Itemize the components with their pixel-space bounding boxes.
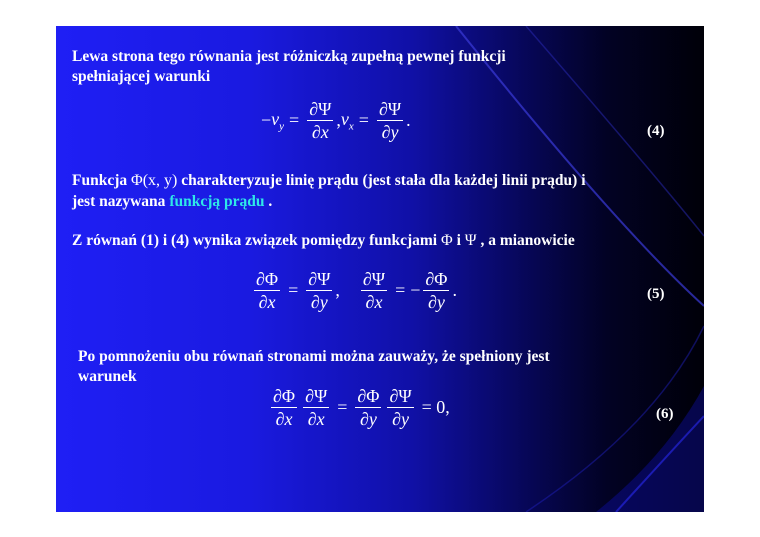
equation-number-6: (6)	[656, 406, 674, 422]
eq6-equals: =	[337, 397, 348, 417]
eq4-period: .	[406, 110, 411, 130]
equation-number-5: (5)	[647, 286, 665, 302]
equation-5	[251, 269, 457, 312]
paragraph-1-line-1: Lewa strona tego równania jest różniczką zupełną pewnej funkcji	[72, 48, 506, 65]
equation-4	[261, 99, 411, 142]
paragraph-2-line-1: Funkcja Φ(x, y) charakteryzuje linię prądu (jest stała dla każdej linii prądu) i	[72, 172, 586, 189]
phi-symbol: Φ	[440, 232, 453, 249]
eq5-frac-dphi-dx: $\frac{\partial\Phi}{\partial x}$	[256, 269, 279, 312]
eq5-minus: −	[410, 280, 421, 300]
paragraph-4-line-1: Po pomnożeniu obu równań stronami można zauważy, że spełniony jest	[78, 348, 550, 365]
eq5-frac-dpsi-dx: $\frac{\partial\Psi}{\partial x}$	[362, 269, 386, 312]
eq6-frac-dphi-dy: $\frac{\partial\Phi}{\partial y}$	[357, 386, 380, 429]
slide	[56, 26, 704, 512]
paragraph-4-line-2: warunek	[78, 368, 137, 385]
eq4-equals-2: =	[358, 110, 369, 130]
equation-6	[268, 386, 455, 429]
eq6-equals-zero: = 0,	[421, 397, 450, 417]
eq4-frac-dpsi-dx: $\frac{\partial\Psi}{\partial x}$	[309, 99, 332, 142]
equation-number-4: (4)	[647, 123, 665, 139]
eq5-equals-2: =	[395, 280, 406, 300]
phi-xy-symbol: Φ(x, y)	[131, 172, 178, 189]
eq4-comma: ,	[336, 110, 341, 130]
eq6-frac-dpsi-dy: $\frac{\partial\Psi}{\partial y}$	[389, 386, 412, 429]
eq4-nu-x: $\nu_x$	[340, 108, 354, 133]
eq5-period: .	[452, 280, 457, 300]
paragraph-1-line-2: spełniającej warunki	[72, 68, 211, 85]
stream-function-term: funkcją prądu	[169, 193, 265, 210]
eq4-minus: −	[261, 110, 272, 130]
eq5-equals: =	[288, 280, 299, 300]
eq6-frac-dphi-dx: $\frac{\partial\Phi}{\partial x}$	[273, 386, 296, 429]
eq5-frac-dpsi-dy: $\frac{\partial\Psi}{\partial y}$	[308, 269, 331, 312]
paragraph-3: Z równań (1) i (4) wynika związek pomiędzy funkcjami Φ i Ψ , a mianowicie	[72, 232, 575, 249]
paragraph-2-line-2: jest nazywana funkcją prądu .	[72, 193, 273, 210]
eq6-frac-dpsi-dx: $\frac{\partial\Psi}{\partial x}$	[305, 386, 328, 429]
eq5-comma: ,	[335, 280, 340, 300]
eq5-frac-dphi-dy: $\frac{\partial\Phi}{\partial y}$	[425, 269, 448, 312]
eq4-frac-dpsi-dy: $\frac{\partial\Psi}{\partial y}$	[378, 99, 402, 142]
eq4-nu-y: $\nu_y$	[271, 108, 285, 133]
psi-symbol: Ψ	[464, 232, 477, 249]
eq4-equals: =	[289, 110, 300, 130]
